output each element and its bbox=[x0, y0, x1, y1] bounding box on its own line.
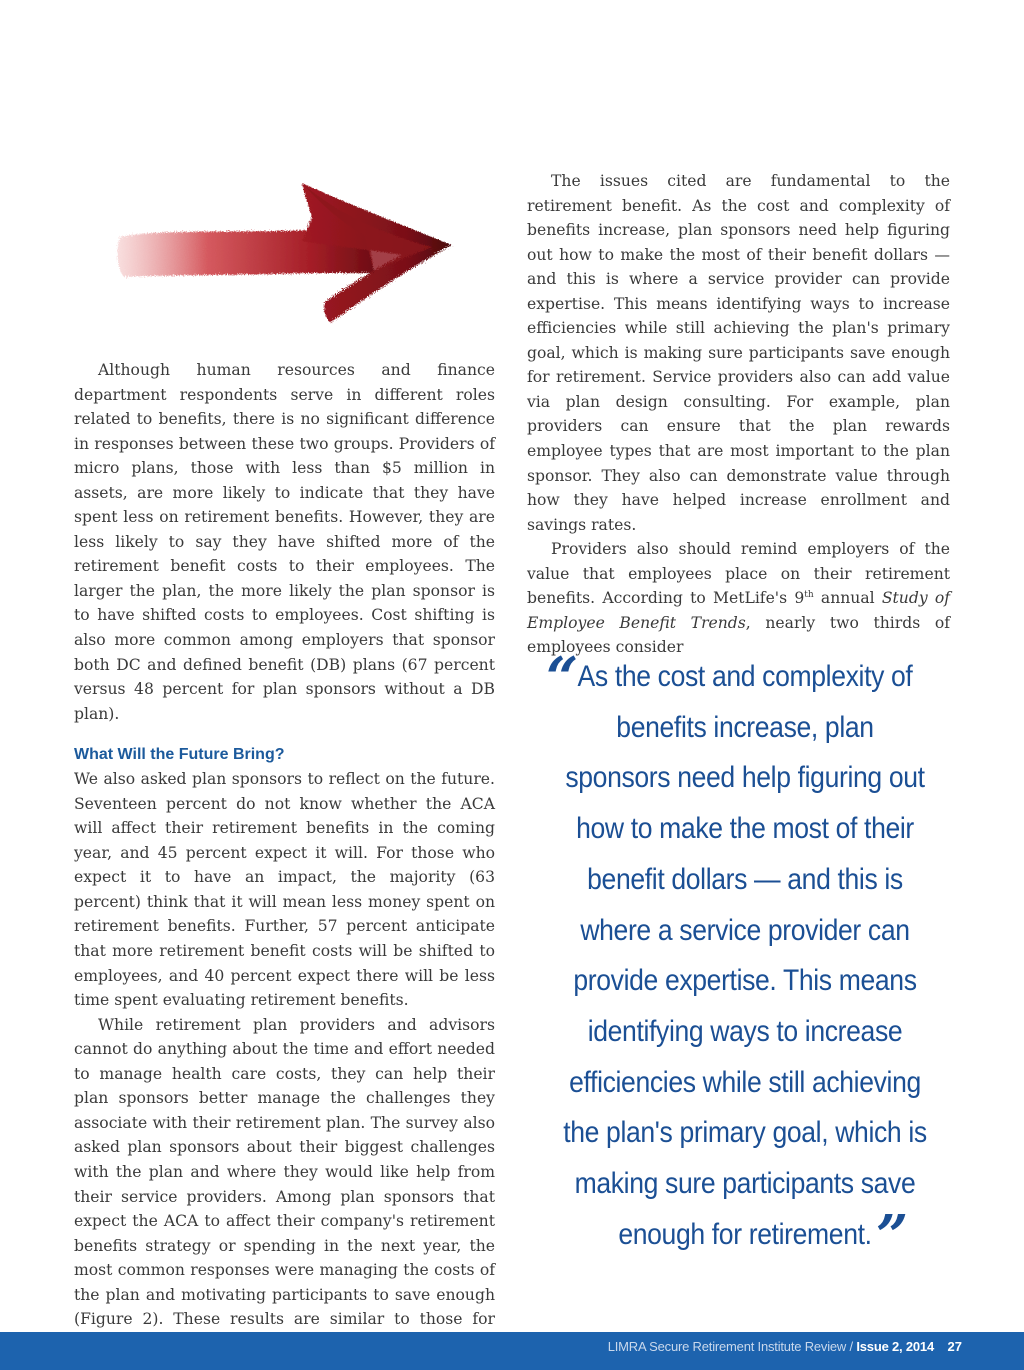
publication-name: LIMRA Secure Retirement Institute Review / bbox=[607, 1339, 857, 1354]
left-column bbox=[74, 358, 495, 1356]
open-quote-mark: “ bbox=[546, 645, 579, 711]
right-paragraph-2-mid: annual bbox=[813, 589, 882, 608]
right-paragraph-2-end: , nearly two thirds of employees consider bbox=[527, 613, 950, 657]
right-paragraph-2 bbox=[527, 537, 950, 660]
right-column bbox=[527, 169, 950, 660]
close-quote-mark: ” bbox=[876, 1203, 909, 1269]
page-number: 27 bbox=[947, 1339, 962, 1354]
issue-label: Issue 2, 2014 bbox=[856, 1339, 934, 1354]
left-paragraph-3: While retirement plan providers and advisors cannot do anything about the time and effort needed to manage health care costs, they can help their plan sponsors better manage the challenges they associate with their retirement plan. The survey also asked plan sponsors about their biggest challenges with the plan and where they would like help from their service providers. Among plan sponsors that expect the ACA to affect their company's retirement benefits strategy or spending in the next year, the most common responses were managing the costs of the plan and motivating participants to save enough (Figure 2). These results are similar to those for bbox=[74, 1015, 495, 1329]
right-paragraph-1: The issues cited are fundamental to the retirement benefit. As the cost and complexity of benefits increase, plan sponsors need help figuring out how to make the most of their benefit dollars — and this is where a service provider can provide expertise. This means identifying ways to increase efficiencies while still achieving the plan's primary goal, which is making sure participants save enough for retirement. Service providers also can add value via plan design consulting. For example, plan providers can ensure that the plan rewards employee types that are most important to the plan sponsor. They also can demonstrate value through how they have helped increase enrollment and savings rates. bbox=[527, 172, 950, 534]
study-title: Study of Employee Benefit Trends bbox=[527, 589, 951, 632]
left-paragraph-2: We also asked plan sponsors to reflect on the future. Seventeen percent do not know whether the ACA will affect their retirement benefits in the coming year, and 45 percent expect it will. For those who expect it to have an impact, the majority (63 percent) think that it will mean less money spent on retirement benefits. Further, 57 percent anticipate that more retirement benefit costs will be shifted to employees, and 40 percent expect there will be less time spent evaluating retirement benefits. bbox=[74, 770, 495, 1010]
section-heading: What Will the Future Bring? bbox=[74, 746, 285, 764]
left-paragraph-1: Although human resources and finance department respondents serve in different roles related to benefits, there is no significant difference in responses between these two groups. Providers of micro plans, those with less than $5 million in assets, are more likely to indicate that they have spent less on retirement benefits. However, they are less likely to say they have shifted more of the retirement benefit costs to their employees. The larger the plan, the more likely the plan sponsor is to have shifted costs to employees. Cost shifting is also more common among employers that sponsor both DC and defined benefit (DB) plans (67 percent versus 48 percent for plan sponsors without a DB plan). bbox=[74, 361, 495, 723]
red-arrow-icon bbox=[112, 175, 462, 330]
ordinal-suffix: th bbox=[804, 590, 814, 601]
footer-bar bbox=[0, 1332, 1024, 1370]
pull-quote bbox=[540, 645, 950, 1269]
pull-quote-text: As the cost and complexity of benefits increase, plan sponsors need help figuring out how to make the most of their benefit dollars — and this is where a service provider can provide expertise. This means identifying ways to increase efficiencies while still achieving the plan's primary goal, which is making sure participants save enough for retirement. bbox=[563, 660, 927, 1251]
right-paragraph-2-start: Providers also should remind employers of the value that employees place on their retirement benefits. According to MetLife's 9 bbox=[527, 540, 950, 608]
footer-publication bbox=[608, 1339, 934, 1354]
